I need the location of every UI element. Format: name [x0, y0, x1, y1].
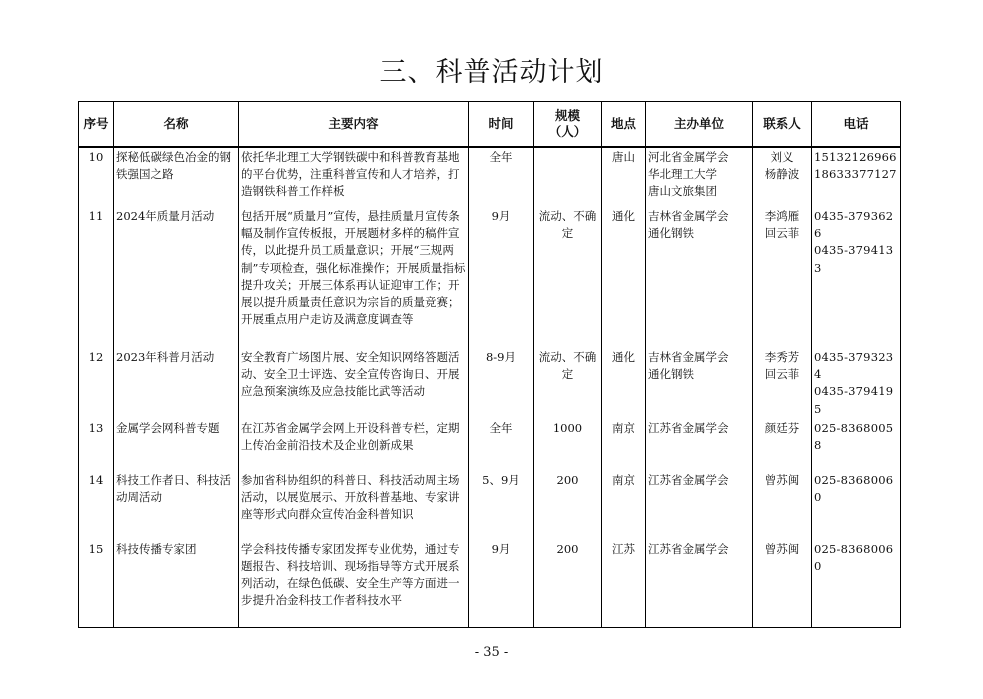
cell-organizer	[646, 147, 753, 207]
cell-organizer	[646, 540, 753, 628]
cell-phone	[812, 540, 901, 628]
cell-scale: 1000	[534, 419, 602, 471]
cell-organizer	[646, 471, 753, 540]
cell-contact	[753, 348, 812, 419]
phone-line: 025-83680060	[814, 472, 894, 505]
contact-line: 杨静波	[764, 167, 800, 182]
header-phone: 电话	[812, 102, 901, 148]
cell-index: 11	[79, 207, 114, 348]
cell-time: 5、9月	[469, 471, 534, 540]
header-location: 地点	[602, 102, 646, 148]
page-number: - 35 -	[474, 645, 509, 660]
cell-index: 12	[79, 348, 114, 419]
organizer-line: 江苏省金属学会	[648, 541, 729, 556]
organizer-line: 通化钢铁	[648, 367, 694, 382]
cell-location: 唐山	[602, 147, 646, 207]
organizer-line: 吉林省金属学会	[648, 209, 729, 223]
organizer-line: 江苏省金属学会	[648, 472, 729, 487]
contact-line: 刘义	[770, 150, 794, 164]
cell-organizer	[646, 348, 753, 419]
contact-line: 颜廷芬	[764, 420, 800, 435]
phone-line: 0435-3793626	[814, 209, 894, 241]
cell-content: 包括开展“质量月”宣传，悬挂质量月宣传条幅及制作宣传板报，开展题材多样的稿件宣传，以此提升员工质量意识；开展“三规两制”专项检查，强化标准操作；开展质量指标提升攻关；开展三体系再认证迎审工作；开展以提升质量责任意识为宗旨的质量竞赛；开展重点用户走访及满意度调查等	[239, 207, 469, 348]
phone-line: 18633377127	[814, 167, 897, 182]
header-organizer: 主办单位	[646, 102, 753, 148]
contact-line: 李秀芳	[764, 350, 800, 364]
cell-contact	[753, 540, 812, 628]
organizer-line: 唐山文旅集团	[648, 184, 717, 199]
phone-line: 0435-3794133	[814, 243, 894, 275]
contact-line: 曾苏闽	[764, 541, 800, 556]
table-row	[79, 540, 901, 628]
organizer-line: 吉林省金属学会	[648, 350, 729, 364]
cell-contact	[753, 471, 812, 540]
cell-index: 13	[79, 419, 114, 471]
cell-time: 9月	[469, 540, 534, 628]
cell-content: 安全教育广场图片展、安全知识网络答题活动、安全卫士评选、安全宣传咨询日、开展应急预案演练及应急技能比武等活动	[239, 348, 469, 419]
activity-plan-table	[78, 101, 901, 628]
phone-line: 0435-3794195	[814, 384, 894, 416]
contact-line: 曾苏闽	[764, 472, 800, 487]
cell-location: 通化	[602, 348, 646, 419]
table-row	[79, 348, 901, 419]
phone-line: 025-83680058	[814, 420, 894, 453]
cell-phone	[812, 471, 901, 540]
cell-scale: 流动、不确定	[534, 207, 602, 348]
cell-name: 2023年科普月活动	[114, 348, 239, 419]
cell-phone	[812, 419, 901, 471]
cell-location: 江苏	[602, 540, 646, 628]
header-name: 名称	[114, 102, 239, 148]
cell-name: 2024年质量月活动	[114, 207, 239, 348]
cell-time: 9月	[469, 207, 534, 348]
cell-contact	[753, 147, 812, 207]
cell-scale: 200	[534, 540, 602, 628]
organizer-line: 江苏省金属学会	[648, 420, 729, 435]
contact-line: 李鸿雁	[764, 209, 800, 223]
cell-time: 8-9月	[469, 348, 534, 419]
cell-phone	[812, 147, 901, 207]
cell-location: 南京	[602, 419, 646, 471]
cell-scale: 流动、不确定	[534, 348, 602, 419]
header-content: 主要内容	[239, 102, 469, 148]
cell-index: 10	[79, 147, 114, 207]
table-row	[79, 147, 901, 207]
header-index: 序号	[79, 102, 114, 148]
cell-content: 在江苏省金属学会网上开设科普专栏，定期上传冶金前沿技术及企业创新成果	[239, 419, 469, 471]
cell-organizer	[646, 207, 753, 348]
cell-name: 金属学会网科普专题	[114, 419, 239, 471]
table-row	[79, 207, 901, 348]
table-header-row	[79, 102, 901, 148]
table-row	[79, 471, 901, 540]
cell-time: 全年	[469, 419, 534, 471]
organizer-line: 华北理工大学	[648, 167, 717, 182]
header-scale	[534, 102, 602, 148]
organizer-line: 通化钢铁	[648, 226, 694, 241]
cell-phone	[812, 348, 901, 419]
table-row	[79, 419, 901, 471]
phone-line: 025-83680060	[814, 541, 894, 574]
cell-phone	[812, 207, 901, 348]
cell-name: 科技工作者日、科技活动周活动	[114, 471, 239, 540]
header-contact: 联系人	[753, 102, 812, 148]
cell-time: 全年	[469, 147, 534, 207]
header-scale-line2: （人）	[548, 124, 587, 139]
cell-contact	[753, 419, 812, 471]
organizer-line: 河北省金属学会	[648, 150, 729, 164]
phone-line: 0435-3793234	[814, 350, 894, 382]
cell-name: 科技传播专家团	[114, 540, 239, 628]
phone-line: 15132126966	[814, 150, 897, 164]
cell-location: 通化	[602, 207, 646, 348]
cell-location: 南京	[602, 471, 646, 540]
page-title: 三、科普活动计划	[379, 57, 604, 88]
cell-scale: 200	[534, 471, 602, 540]
contact-line: 回云菲	[764, 226, 800, 241]
contact-line: 回云菲	[764, 367, 800, 382]
cell-contact	[753, 207, 812, 348]
header-scale-line1: 规模	[554, 108, 580, 123]
header-time: 时间	[469, 102, 534, 148]
cell-organizer	[646, 419, 753, 471]
cell-scale	[534, 147, 602, 207]
cell-index: 15	[79, 540, 114, 628]
cell-name: 探秘低碳绿色冶金的钢铁强国之路	[114, 147, 239, 207]
cell-content: 学会科技传播专家团发挥专业优势，通过专题报告、科技培训、现场指导等方式开展系列活动，在绿色低碳、安全生产等方面进一步提升冶金科技工作者科技水平	[239, 540, 469, 628]
cell-content: 依托华北理工大学钢铁碳中和科普教育基地的平台优势，注重科普宣传和人才培养，打造钢铁科普工作样板	[239, 147, 469, 207]
cell-index: 14	[79, 471, 114, 540]
cell-content: 参加省科协组织的科普日、科技活动周主场活动，以展览展示、开放科普基地、专家讲座等形式向群众宣传冶金科普知识	[239, 471, 469, 540]
